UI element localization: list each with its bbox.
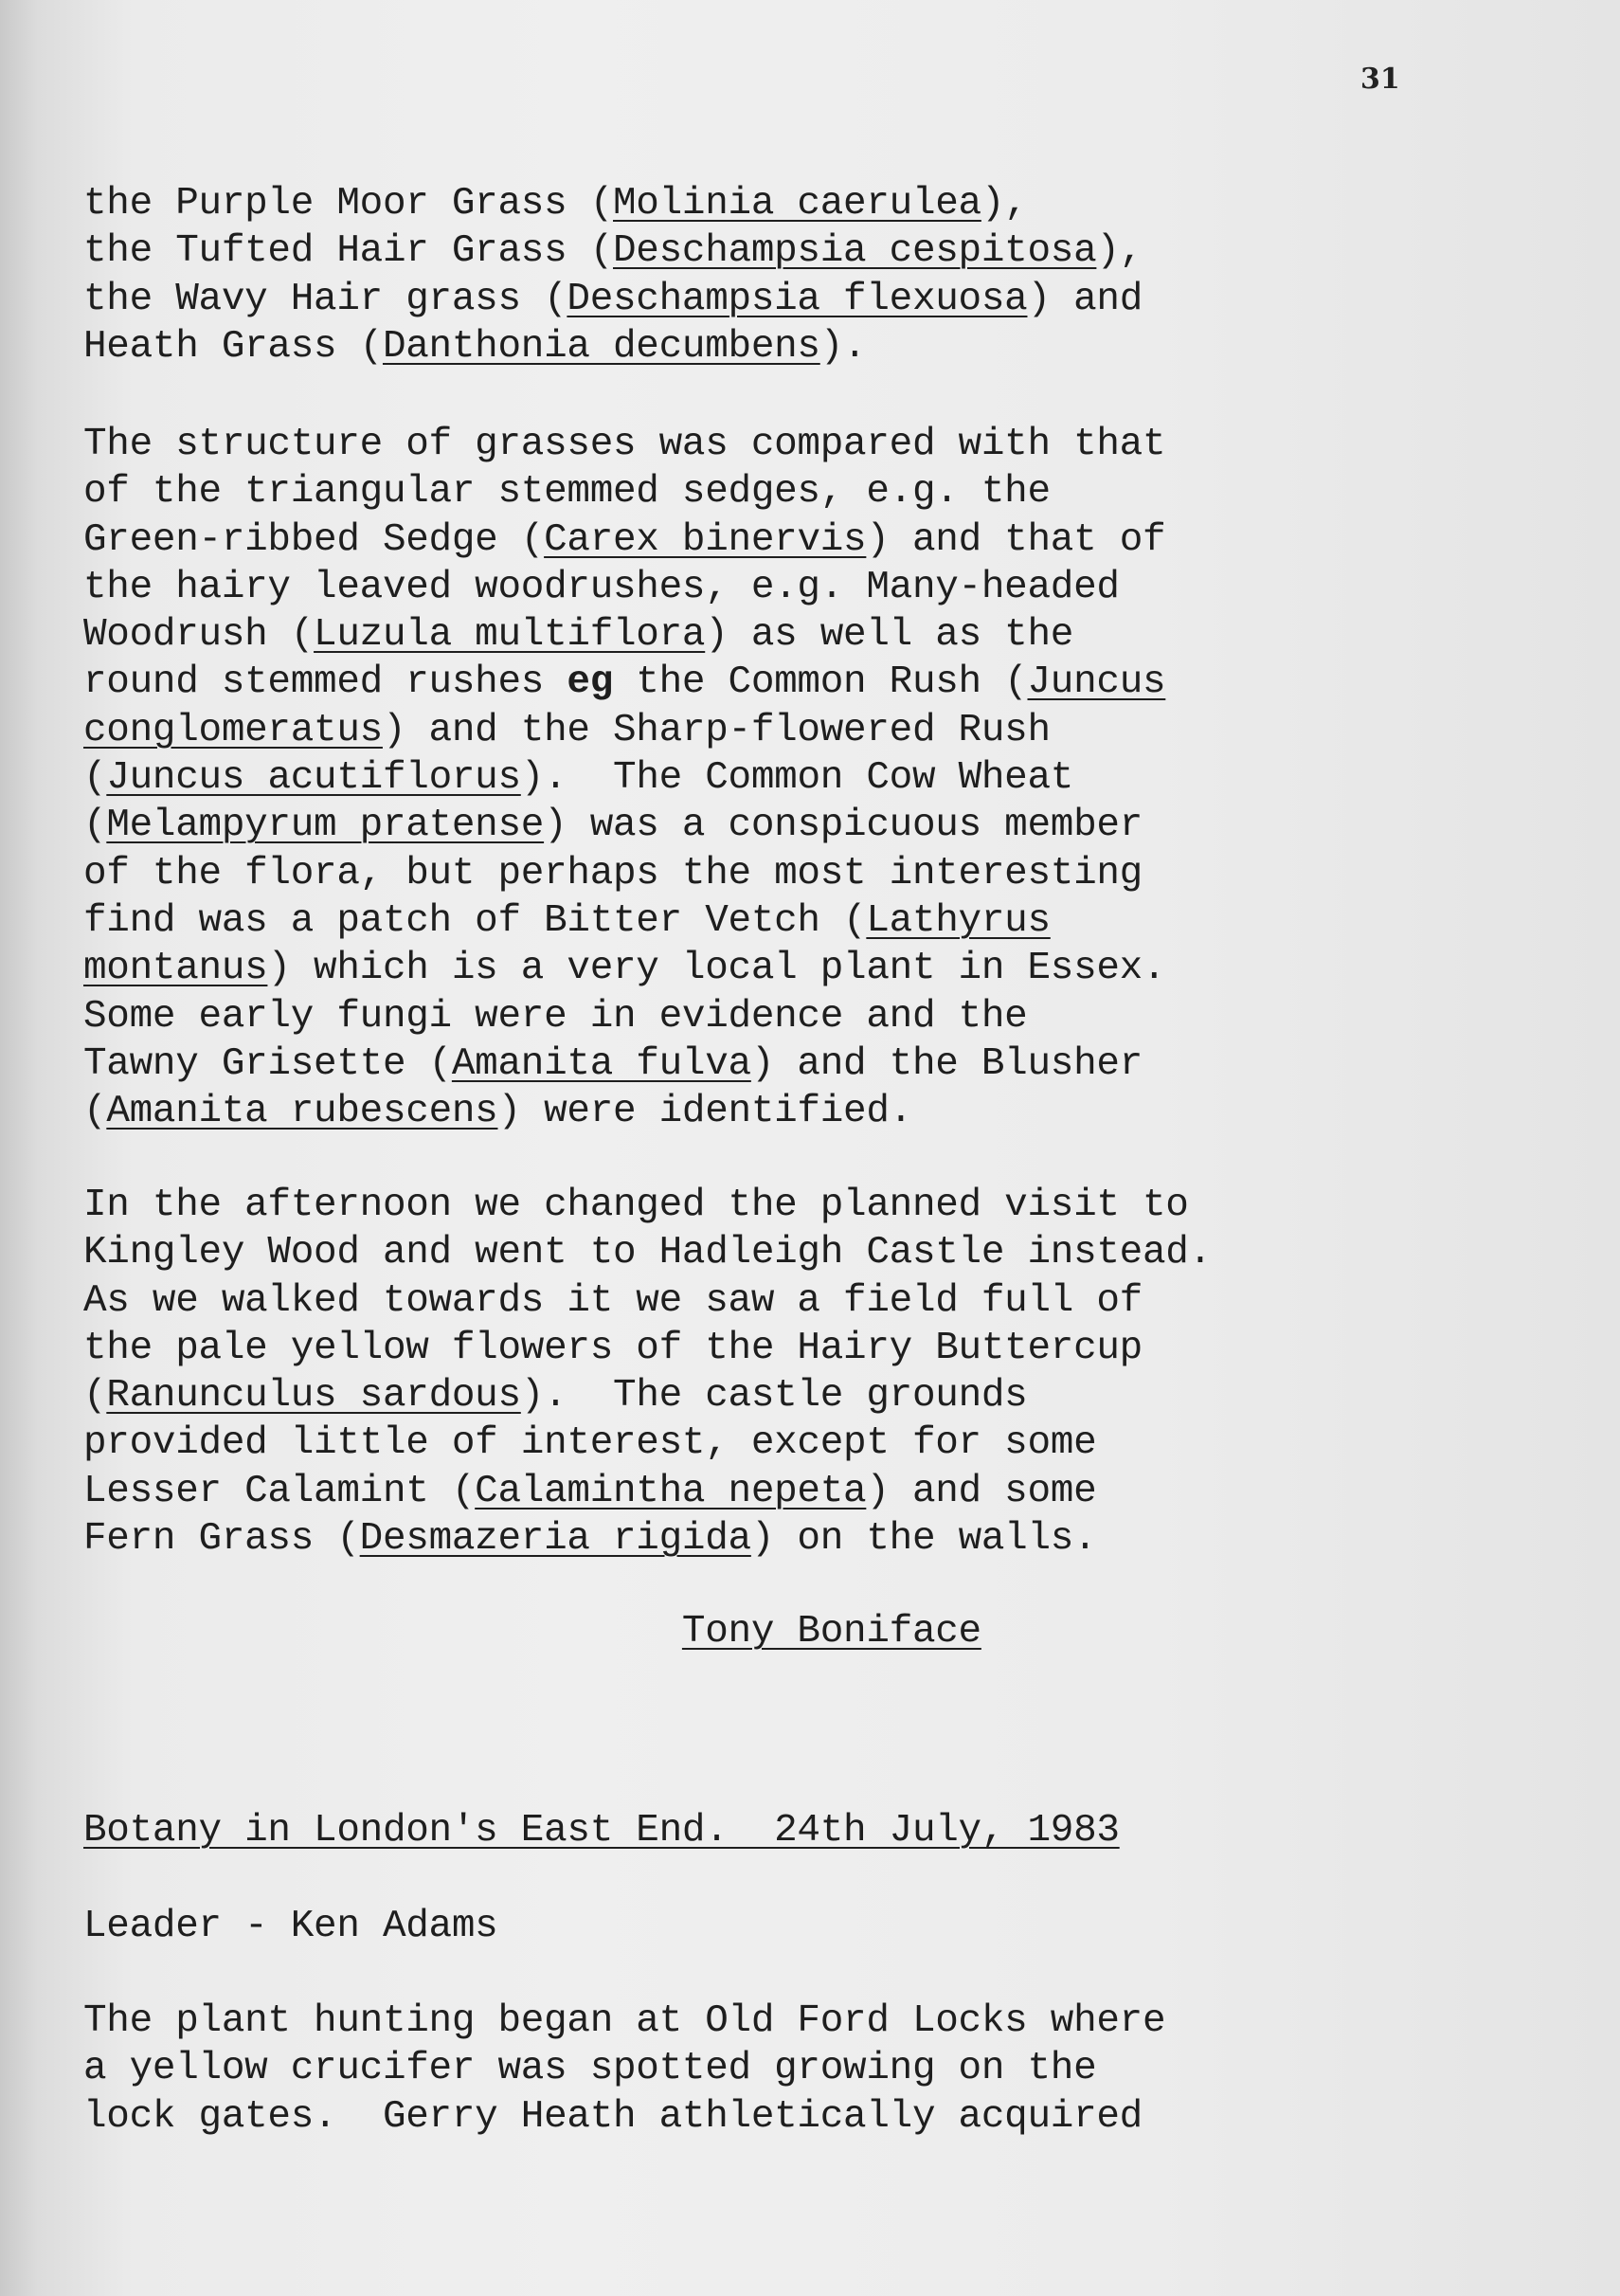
paragraph-afternoon — [83, 1182, 1580, 1563]
text-line — [83, 421, 1580, 468]
underlined-name: Amanita rubescens — [106, 1090, 498, 1134]
text-line — [83, 1372, 1580, 1419]
underlined-name: Amanita fulva — [451, 1041, 751, 1086]
text-line — [83, 850, 1580, 897]
underlined-name: montanus — [83, 947, 268, 991]
text-run: ). — [819, 324, 867, 369]
underlined-name: Luzula multiflora — [314, 613, 706, 658]
text-run: As we walked towards it we saw a field full of — [83, 1278, 1143, 1323]
text-run: The plant hunting began at Old Ford Locks where — [83, 1999, 1166, 2043]
underlined-name: Lathyrus — [866, 898, 1051, 943]
text-run: ) on the walls. — [750, 1517, 1097, 1562]
text-run: ( — [83, 1374, 107, 1419]
text-run: ) and some — [866, 1469, 1097, 1513]
text-line — [83, 516, 1580, 564]
text-run: a yellow crucifer was spotted growing on the — [83, 2047, 1097, 2091]
text-line — [83, 1325, 1580, 1372]
text-run: ) and the Blusher — [750, 1041, 1143, 1086]
text-run: ) was a conspicuous member — [544, 804, 1143, 848]
text-line — [83, 323, 1580, 371]
underlined-name: Desmazeria rigida — [359, 1517, 751, 1562]
text-run: ), — [981, 182, 1028, 226]
text-run: the hairy leaved woodrushes, e.g. Many-headed — [83, 565, 1120, 609]
text-line — [83, 993, 1580, 1040]
text-run: ) were identified. — [497, 1090, 912, 1134]
text-line — [83, 1088, 1580, 1135]
text-line — [83, 802, 1580, 849]
text-line — [83, 1040, 1580, 1088]
text-run: ) and that of — [866, 517, 1166, 562]
text-run: Some early fungi were in evidence and the — [83, 994, 1028, 1039]
text-run: ( — [83, 1090, 107, 1134]
text-run: of the triangular stemmed sedges, e.g. the — [83, 470, 1051, 515]
text-run: find was a patch of Bitter Vetch ( — [83, 898, 867, 943]
text-line — [83, 1468, 1580, 1515]
underlined-name: Calamintha nepeta — [475, 1469, 867, 1513]
text-line — [83, 2093, 1580, 2141]
underlined-name: Juncus — [1027, 660, 1166, 705]
text-line — [83, 1229, 1580, 1276]
text-run: In the afternoon we changed the planned visit to — [83, 1184, 1189, 1227]
author-signature — [83, 1608, 1580, 1655]
paragraph-grasses — [83, 180, 1580, 371]
text-line — [83, 276, 1580, 323]
underlined-name: Ranunculus sardous — [106, 1374, 521, 1419]
text-run: ). The Common Cow Wheat — [520, 756, 1074, 801]
text-run: Fern Grass ( — [83, 1517, 360, 1562]
page-number: 31 — [1360, 63, 1400, 96]
text-run: ) and the Sharp-flowered Rush — [382, 708, 1051, 752]
text-run: round stemmed rushes — [83, 660, 567, 705]
text-run: provided little of interest, except for some — [83, 1421, 1097, 1466]
underlined-name: Danthonia decumbens — [382, 324, 820, 369]
text-run: the Tufted Hair Grass ( — [83, 229, 613, 274]
underlined-name: Tony Boniface — [681, 1610, 981, 1654]
text-line — [83, 1998, 1580, 2045]
underlined-name: Juncus acutiflorus — [106, 756, 521, 801]
text-line — [83, 2045, 1580, 2092]
text-run: ) and — [1027, 277, 1143, 321]
text-run: Heath Grass ( — [83, 324, 383, 369]
text-run: ) as well as the — [705, 613, 1074, 658]
text-line — [83, 1419, 1580, 1467]
text-run: Green-ribbed Sedge ( — [83, 517, 545, 562]
text-line — [83, 659, 1580, 706]
text-run: ), — [1096, 229, 1143, 274]
text-run: ) which is a very local plant in Essex. — [267, 947, 1166, 991]
text-run: Tawny Grisette ( — [83, 1041, 452, 1086]
underlined-name: Deschampsia flexuosa — [567, 277, 1028, 321]
text-line — [83, 707, 1580, 754]
text-line — [83, 180, 1580, 227]
text-line — [83, 611, 1580, 659]
underlined-name: Botany in London's East End. 24th July, 1983 — [83, 1809, 1120, 1853]
leader-line — [83, 1903, 1580, 1950]
text-line — [83, 1807, 1580, 1854]
underlined-name: Melampyrum pratense — [106, 804, 545, 848]
text-line — [83, 897, 1580, 945]
underlined-name: Deschampsia cespitosa — [613, 229, 1097, 274]
text-line — [83, 1903, 1580, 1950]
paragraph-sedges-rushes — [83, 421, 1580, 1135]
text-run: Woodrush ( — [83, 613, 315, 658]
text-run: of the flora, but perhaps the most interesting — [83, 851, 1143, 895]
section-title — [83, 1807, 1580, 1854]
text-run: the pale yellow flowers of the Hairy Buttercup — [83, 1326, 1143, 1370]
underlined-name: Carex binervis — [544, 517, 867, 562]
text-run: the Common Rush ( — [613, 660, 1028, 705]
paragraph-plant-hunting — [83, 1998, 1580, 2141]
text-line — [83, 564, 1580, 611]
text-run: Leader - Ken Adams — [83, 1905, 498, 1948]
text-line — [83, 227, 1580, 275]
text-run: the Wavy Hair grass ( — [83, 277, 567, 321]
text-run: Kingley Wood and went to Hadleigh Castle instead. — [83, 1231, 1212, 1275]
text-run: ). The castle grounds — [520, 1374, 1028, 1419]
text-run: ( — [83, 804, 107, 848]
underlined-name: conglomeratus — [83, 708, 383, 752]
text-run: lock gates. Gerry Heath athletically acquired — [83, 2094, 1143, 2139]
text-line — [83, 1515, 1580, 1563]
text-run — [83, 1610, 682, 1654]
bold-text: eg — [567, 660, 613, 705]
text-run: Lesser Calamint ( — [83, 1469, 476, 1513]
text-run: ( — [83, 756, 107, 801]
text-line — [83, 945, 1580, 992]
text-run: the Purple Moor Grass ( — [83, 182, 613, 226]
text-line — [83, 754, 1580, 802]
text-line — [83, 1182, 1580, 1229]
text-line — [83, 468, 1580, 515]
underlined-name: Molinia caerulea — [613, 182, 981, 226]
text-line — [83, 1608, 1580, 1655]
text-run: The structure of grasses was compared with that — [83, 423, 1166, 466]
text-line — [83, 1277, 1580, 1325]
